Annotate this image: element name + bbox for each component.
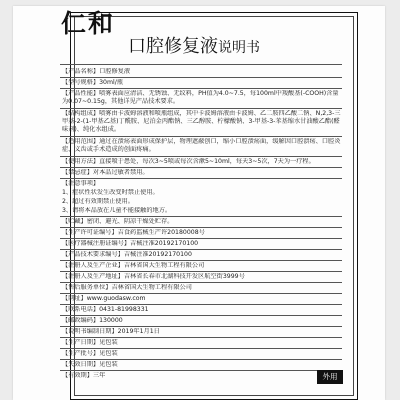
production-permit: 【生产许可证编号】吉食药监械生产许20180008号 xyxy=(62,229,205,236)
divider xyxy=(60,282,342,283)
brand-logo: 仁和 xyxy=(61,9,116,38)
shelf-life: 【有效期】三年 xyxy=(62,372,106,379)
caution-item: 1、症状性状发生改变时禁止使用。 xyxy=(62,189,159,196)
contact-phone: 【联系电话】0431-81998331 xyxy=(62,306,149,313)
model-spec: 【型号规格】30ml/瓶 xyxy=(62,79,124,86)
title-suffix: 说明书 xyxy=(218,40,260,56)
title-divider xyxy=(60,64,342,65)
divider xyxy=(60,315,342,316)
divider xyxy=(60,304,342,305)
after-sales: 【售后服务单位】吉林省国大生物工程有限公司 xyxy=(62,284,192,291)
divider xyxy=(60,77,342,78)
storage: 【贮藏】密闭、避光、阴凉干燥处贮存。 xyxy=(62,218,174,225)
external-use-badge: 外用 xyxy=(317,370,343,384)
divider xyxy=(60,167,342,168)
caution-item: 2、超过有效期禁止使用。 xyxy=(62,198,134,205)
divider xyxy=(60,271,342,272)
contraindication: 【禁忌症】对本品过敏者禁用。 xyxy=(62,169,149,176)
divider xyxy=(60,238,342,239)
divider xyxy=(60,260,342,261)
divider xyxy=(60,370,342,371)
document-title xyxy=(128,36,260,59)
divider xyxy=(60,227,342,228)
caution-item: 3、请将本品放在儿童不能接触的地方。 xyxy=(62,207,172,214)
divider xyxy=(60,249,342,250)
tech-requirement-number: 【产品技术要求编号】吉械注准20192170100 xyxy=(62,251,192,258)
expiry-date: 【失效日期】见包装 xyxy=(62,361,118,368)
divider xyxy=(60,326,342,327)
production-date: 【生产日期】见包装 xyxy=(62,339,118,346)
revision-date: 【说明书编制日期】2019年1月1日 xyxy=(62,328,160,335)
title-main: 口腔修复液 xyxy=(128,36,218,57)
cautions-title: 【注意事项】 xyxy=(62,180,100,187)
postcode: 【邮政编码】130000 xyxy=(62,317,123,324)
divider xyxy=(60,348,342,349)
divider xyxy=(60,216,342,217)
divider xyxy=(60,108,342,109)
divider xyxy=(60,293,342,294)
product-name: 【产品名称】口腔修复液 xyxy=(62,68,131,75)
production-address: 【注册人及生产地址】吉林省长春市北湖科技开发区航空街3999号 xyxy=(62,273,245,280)
product-performance: 【产品性能】喷雾表面应清洁、无锈蚀、无纹料，PH值为4.0~7.5，每100ml中羧酸基(-COOH)含量为0.07~0.15g，其他详见产品技术要求。 xyxy=(62,90,339,106)
registrant: 【注册人及生产企业】吉林省国大生物工程有限公司 xyxy=(62,262,205,269)
divider xyxy=(60,178,342,179)
divider xyxy=(60,156,342,157)
usage-method: 【使用方法】直接喷于患处，每次3~5喷或每次含漱5~10ml，每天3~5次，7天为一疗程。 xyxy=(62,158,315,165)
divider xyxy=(60,337,342,338)
divider xyxy=(60,359,342,360)
website: 【网址】www.guodasw.com xyxy=(62,295,146,302)
divider xyxy=(60,88,342,89)
registration-number: 【医疗器械注册证编号】吉械注准20192170100 xyxy=(62,240,199,247)
structure-composition: 【结构组成】喷雾由卡波姆溶液和喷瓶组成，其中卡波姆溶液由卡波姆、乙二胺四乙酸二钠、N,2,3-三甲基-2-(1-甲基乙基)丁酰胺、尼泊金丙酯钠、三乙醇胺、柠檬酸钠、3-甲基-3-苯基缩水甘油酸乙酯(醛味剂)、纯化水组成。 xyxy=(62,110,341,134)
scope-of-use: 【适用范围】通过在溃疡表面形成保护层，物理遮蔽创口，缩小口腔溃疡面，缓解因口腔溃疡、口腔炎症、义齿或手术造成的创面疼痛。 xyxy=(62,138,341,154)
divider xyxy=(60,136,342,137)
batch-number: 【生产批号】见包装 xyxy=(62,350,118,357)
